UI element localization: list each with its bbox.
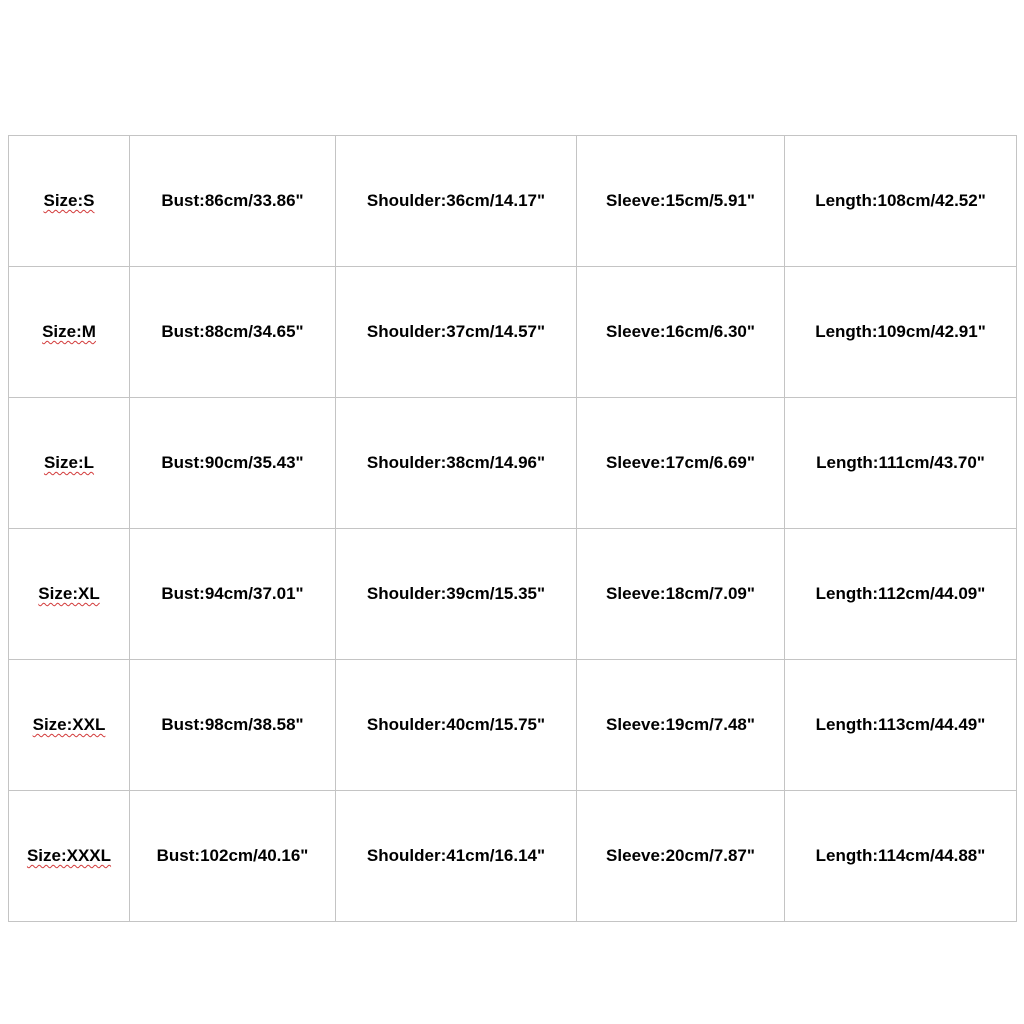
shoulder-cell: Shoulder:37cm/14.57" <box>336 267 577 398</box>
size-cell <box>9 660 130 791</box>
size-label: Size:M <box>42 322 96 341</box>
shoulder-cell: Shoulder:40cm/15.75" <box>336 660 577 791</box>
table-row <box>9 529 1017 660</box>
length-cell: Length:114cm/44.88" <box>785 791 1017 922</box>
size-label: Size:S <box>43 191 95 210</box>
table-row <box>9 267 1017 398</box>
size-cell <box>9 529 130 660</box>
size-label: Size:XXL <box>32 715 106 734</box>
length-cell: Length:108cm/42.52" <box>785 136 1017 267</box>
table-row <box>9 791 1017 922</box>
shoulder-cell: Shoulder:36cm/14.17" <box>336 136 577 267</box>
size-cell <box>9 791 130 922</box>
bust-cell: Bust:88cm/34.65" <box>130 267 336 398</box>
size-chart-table <box>8 135 1017 922</box>
sleeve-cell: Sleeve:20cm/7.87" <box>577 791 785 922</box>
size-label: Size:XXXL <box>26 846 112 865</box>
size-cell <box>9 398 130 529</box>
bust-cell: Bust:90cm/35.43" <box>130 398 336 529</box>
sleeve-cell: Sleeve:17cm/6.69" <box>577 398 785 529</box>
table-row <box>9 398 1017 529</box>
sleeve-cell: Sleeve:15cm/5.91" <box>577 136 785 267</box>
length-cell: Length:113cm/44.49" <box>785 660 1017 791</box>
length-cell: Length:112cm/44.09" <box>785 529 1017 660</box>
size-cell <box>9 267 130 398</box>
length-cell: Length:111cm/43.70" <box>785 398 1017 529</box>
table-row <box>9 660 1017 791</box>
sleeve-cell: Sleeve:18cm/7.09" <box>577 529 785 660</box>
sleeve-cell: Sleeve:19cm/7.48" <box>577 660 785 791</box>
bust-cell: Bust:94cm/37.01" <box>130 529 336 660</box>
bust-cell: Bust:102cm/40.16" <box>130 791 336 922</box>
table-row <box>9 136 1017 267</box>
size-label: Size:XL <box>38 584 100 603</box>
sleeve-cell: Sleeve:16cm/6.30" <box>577 267 785 398</box>
shoulder-cell: Shoulder:39cm/15.35" <box>336 529 577 660</box>
size-label: Size:L <box>43 453 95 472</box>
length-cell: Length:109cm/42.91" <box>785 267 1017 398</box>
shoulder-cell: Shoulder:41cm/16.14" <box>336 791 577 922</box>
shoulder-cell: Shoulder:38cm/14.96" <box>336 398 577 529</box>
bust-cell: Bust:98cm/38.58" <box>130 660 336 791</box>
size-cell <box>9 136 130 267</box>
bust-cell: Bust:86cm/33.86" <box>130 136 336 267</box>
